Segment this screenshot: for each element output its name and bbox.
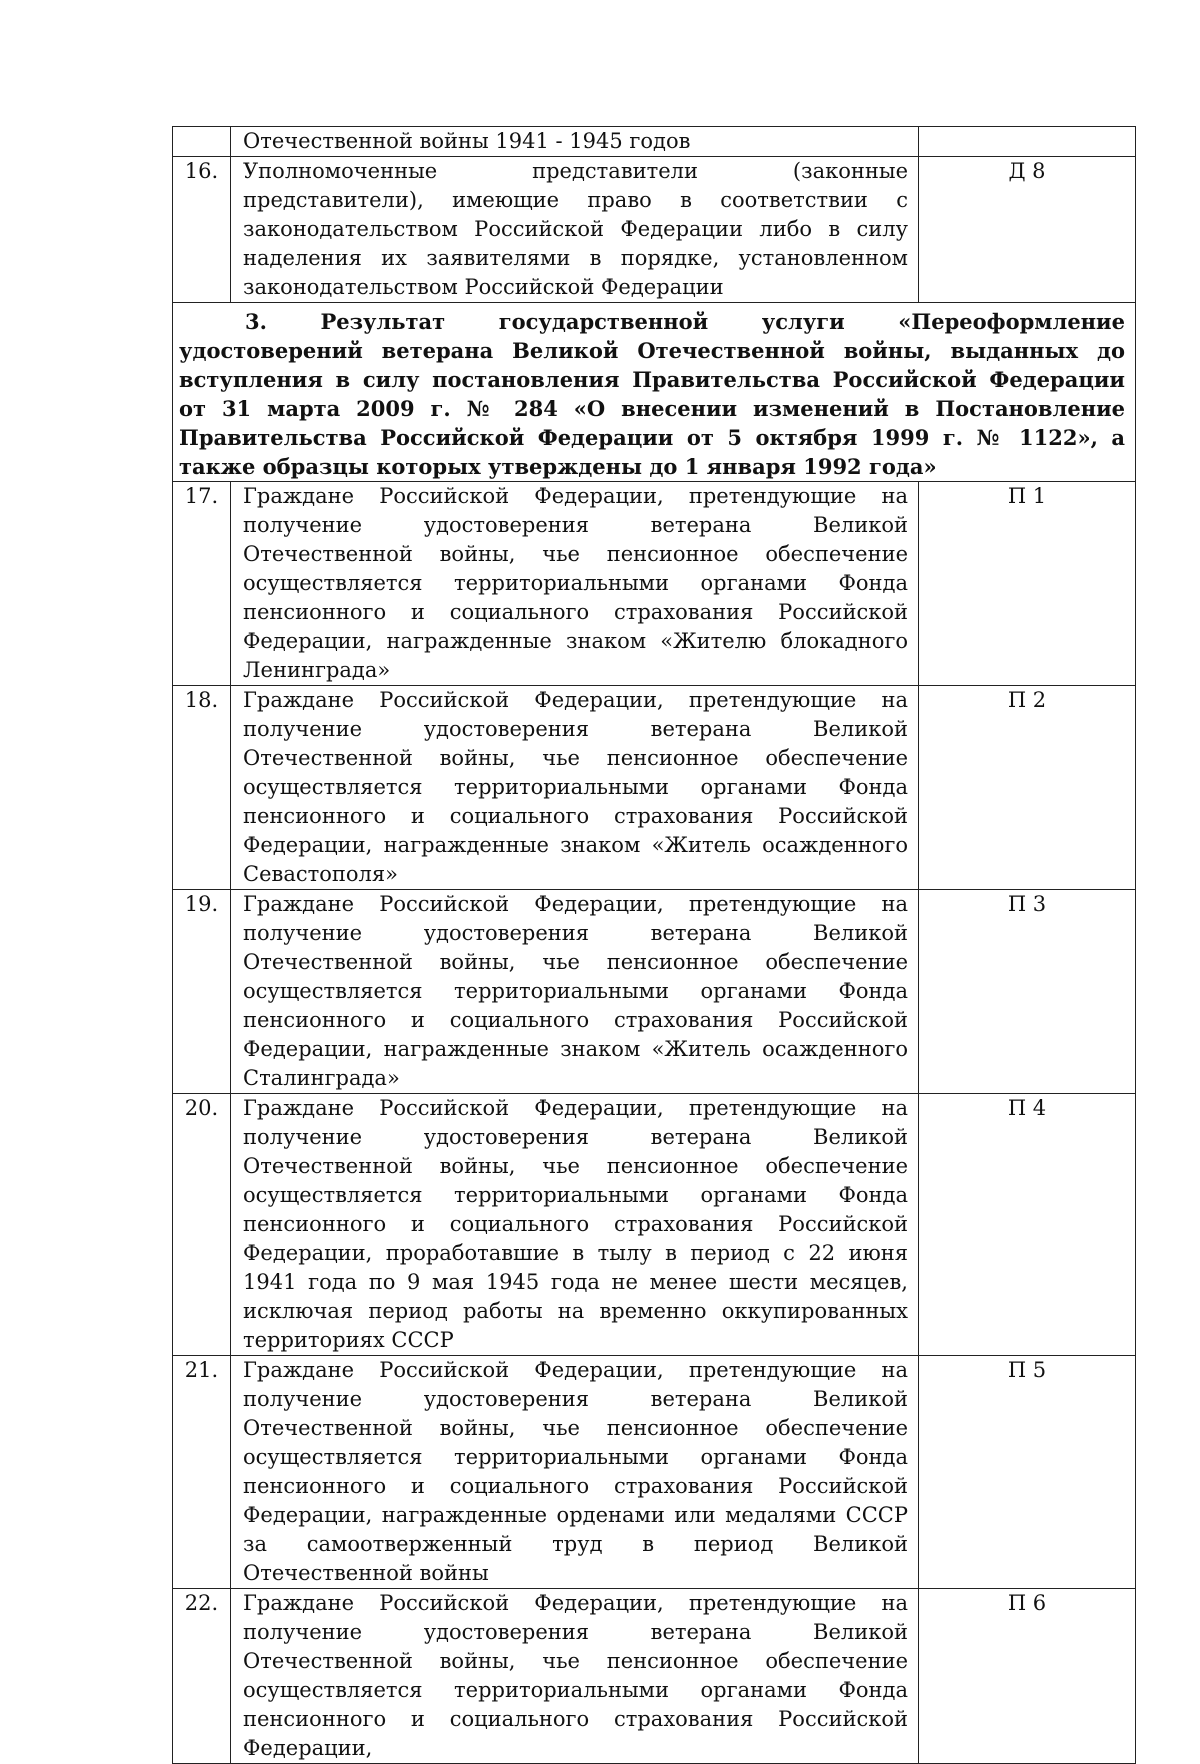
table-row	[173, 686, 1136, 890]
row-description: Уполномоченные представители (законные представители), имеющие право в соответствии с законодательством Российской Федерации либо в силу наделения их заявителями в порядке, установленном законодательством Российской Федерации	[231, 157, 919, 303]
table-row	[173, 1094, 1136, 1356]
table-row	[173, 157, 1136, 303]
row-description: Граждане Российской Федерации, претендующие на получение удостоверения ветерана Великой Отечественной войны, чье пенсионное обеспечение осуществляется территориальными органами Фонда пенсионного и социального страхования Российской Федерации, награжденные знаком «Житель осажденного Сталинграда»	[231, 890, 919, 1094]
row-description: Граждане Российской Федерации, претендующие на получение удостоверения ветерана Великой Отечественной войны, чье пенсионное обеспечение осуществляется территориальными органами Фонда пенсионного и социального страхования Российской Федерации, награжденные знаком «Жителю блокадного Ленинграда»	[231, 482, 919, 686]
row-code	[919, 127, 1136, 157]
row-code: П 1	[919, 482, 1136, 686]
table-row	[173, 1589, 1136, 1764]
table-row	[173, 127, 1136, 157]
row-number: 21.	[173, 1356, 231, 1589]
table-row	[173, 482, 1136, 686]
section-heading-cell	[173, 303, 1136, 482]
row-description: Граждане Российской Федерации, претендующие на получение удостоверения ветерана Великой Отечественной войны, чье пенсионное обеспечение осуществляется территориальными органами Фонда пенсионного и социального страхования Российской Федерации, награжденные орденами или медалями СССР за самоотверженный труд в период Великой Отечественной войны	[231, 1356, 919, 1589]
table-row	[173, 890, 1136, 1094]
row-code: П 3	[919, 890, 1136, 1094]
row-number: 18.	[173, 686, 231, 890]
row-number: 17.	[173, 482, 231, 686]
row-number	[173, 127, 231, 157]
row-code: П 5	[919, 1356, 1136, 1589]
services-table	[172, 126, 1136, 1764]
row-number: 16.	[173, 157, 231, 303]
row-code: Д 8	[919, 157, 1136, 303]
row-number: 20.	[173, 1094, 231, 1356]
row-code: П 2	[919, 686, 1136, 890]
table-row	[173, 1356, 1136, 1589]
row-description: Граждане Российской Федерации, претендующие на получение удостоверения ветерана Великой Отечественной войны, чье пенсионное обеспечение осуществляется территориальными органами Фонда пенсионного и социального страхования Российской Федерации, проработавшие в тылу в период с 22 июня 1941 года по 9 мая 1945 года не менее шести месяцев, исключая период работы на временно оккупированных территориях СССР	[231, 1094, 919, 1356]
row-number: 22.	[173, 1589, 231, 1764]
row-code: П 6	[919, 1589, 1136, 1764]
section-heading: 3. Результат государственной услуги «Переоформление удостоверений ветерана Великой Отечественной войны, выданных до вступления в силу постановления Правительства Российской Федерации от 31 марта 2009 г. № 284 «О внесении изменений в Постановление Правительства Российской Федерации от 5 октября 1999 г. № 1122», а также образцы которых утверждены до 1 января 1992 года»	[179, 309, 1125, 479]
row-description: Граждане Российской Федерации, претендующие на получение удостоверения ветерана Великой Отечественной войны, чье пенсионное обеспечение осуществляется территориальными органами Фонда пенсионного и социального страхования Российской Федерации, награжденные знаком «Житель осажденного Севастополя»	[231, 686, 919, 890]
row-description: Граждане Российской Федерации, претендующие на получение удостоверения ветерана Великой Отечественной войны, чье пенсионное обеспечение осуществляется территориальными органами Фонда пенсионного и социального страхования Российской Федерации,	[231, 1589, 919, 1764]
section-row	[173, 303, 1136, 482]
row-number: 19.	[173, 890, 231, 1094]
row-description: Отечественной войны 1941 - 1945 годов	[231, 127, 919, 157]
row-code: П 4	[919, 1094, 1136, 1356]
